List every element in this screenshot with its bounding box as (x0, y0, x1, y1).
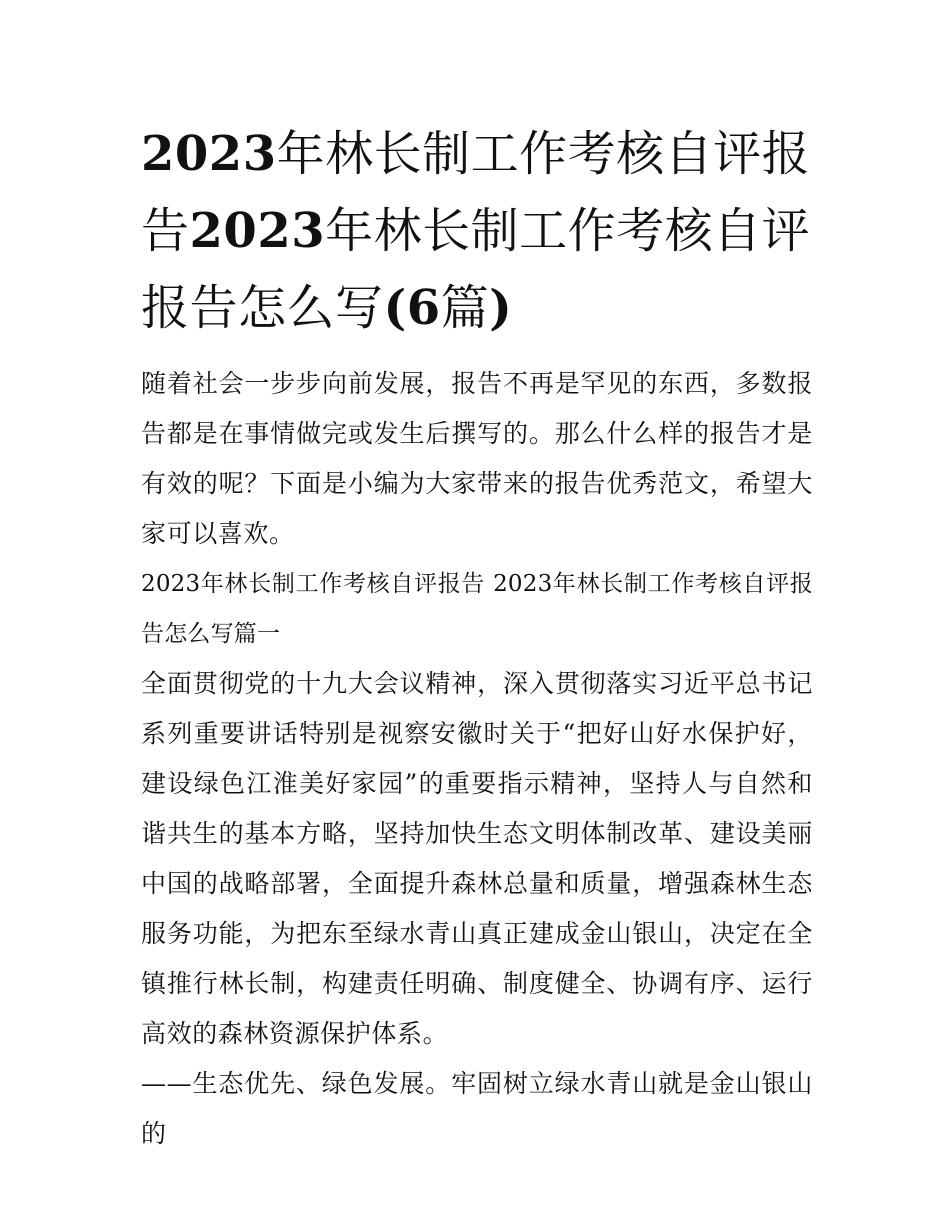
body-paragraph-1: 全面贯彻党的十九大会议精神，深入贯彻落实习近平总书记系列重要讲话特别是视察安徽时关于“把好山好水保护好，建设绿色江淮美好家园”的重要指示精神，坚持人与自然和谐共生的基本方略，坚持加快生态文明体制改革、建设美丽中国的战略部署，全面提升森林总量和质量，增强森林生态服务功能，为把东至绿水青山真正建成金山银山，决定在全镇推行林长制，构建责任明确、制度健全、协调有序、运行高效的森林资源保护体系。 (141, 669, 813, 1048)
title-part-close: ) (489, 280, 513, 336)
document-content (141, 116, 813, 1159)
title-part-text-2: 年林长制工作考核自评报告怎么写 (141, 203, 811, 336)
body-paragraph-2: ——生态优先、绿色发展。牢固树立绿水青山就是金山银山的 (141, 1069, 813, 1148)
document-title (141, 116, 813, 347)
title-part-text-1: 年林长制工作考核自评报告 (141, 126, 811, 259)
title-part-year-2: 2023 (189, 203, 326, 259)
section-heading: 2023年林长制工作考核自评报告 2023年林长制工作考核自评报告怎么写篇一 (141, 571, 813, 647)
title-part-count: (6 (383, 280, 441, 336)
intro-paragraph: 随着社会一步步向前发展，报告不再是罕见的东西，多数报告都是在事情做完或发生后撰写的。那么什么样的报告才是有效的呢？下面是小编为大家带来的报告优秀范文，希望大家可以喜欢。 (141, 369, 813, 548)
title-part-unit: 篇 (440, 280, 490, 336)
title-part-year-1: 2023 (141, 126, 277, 182)
